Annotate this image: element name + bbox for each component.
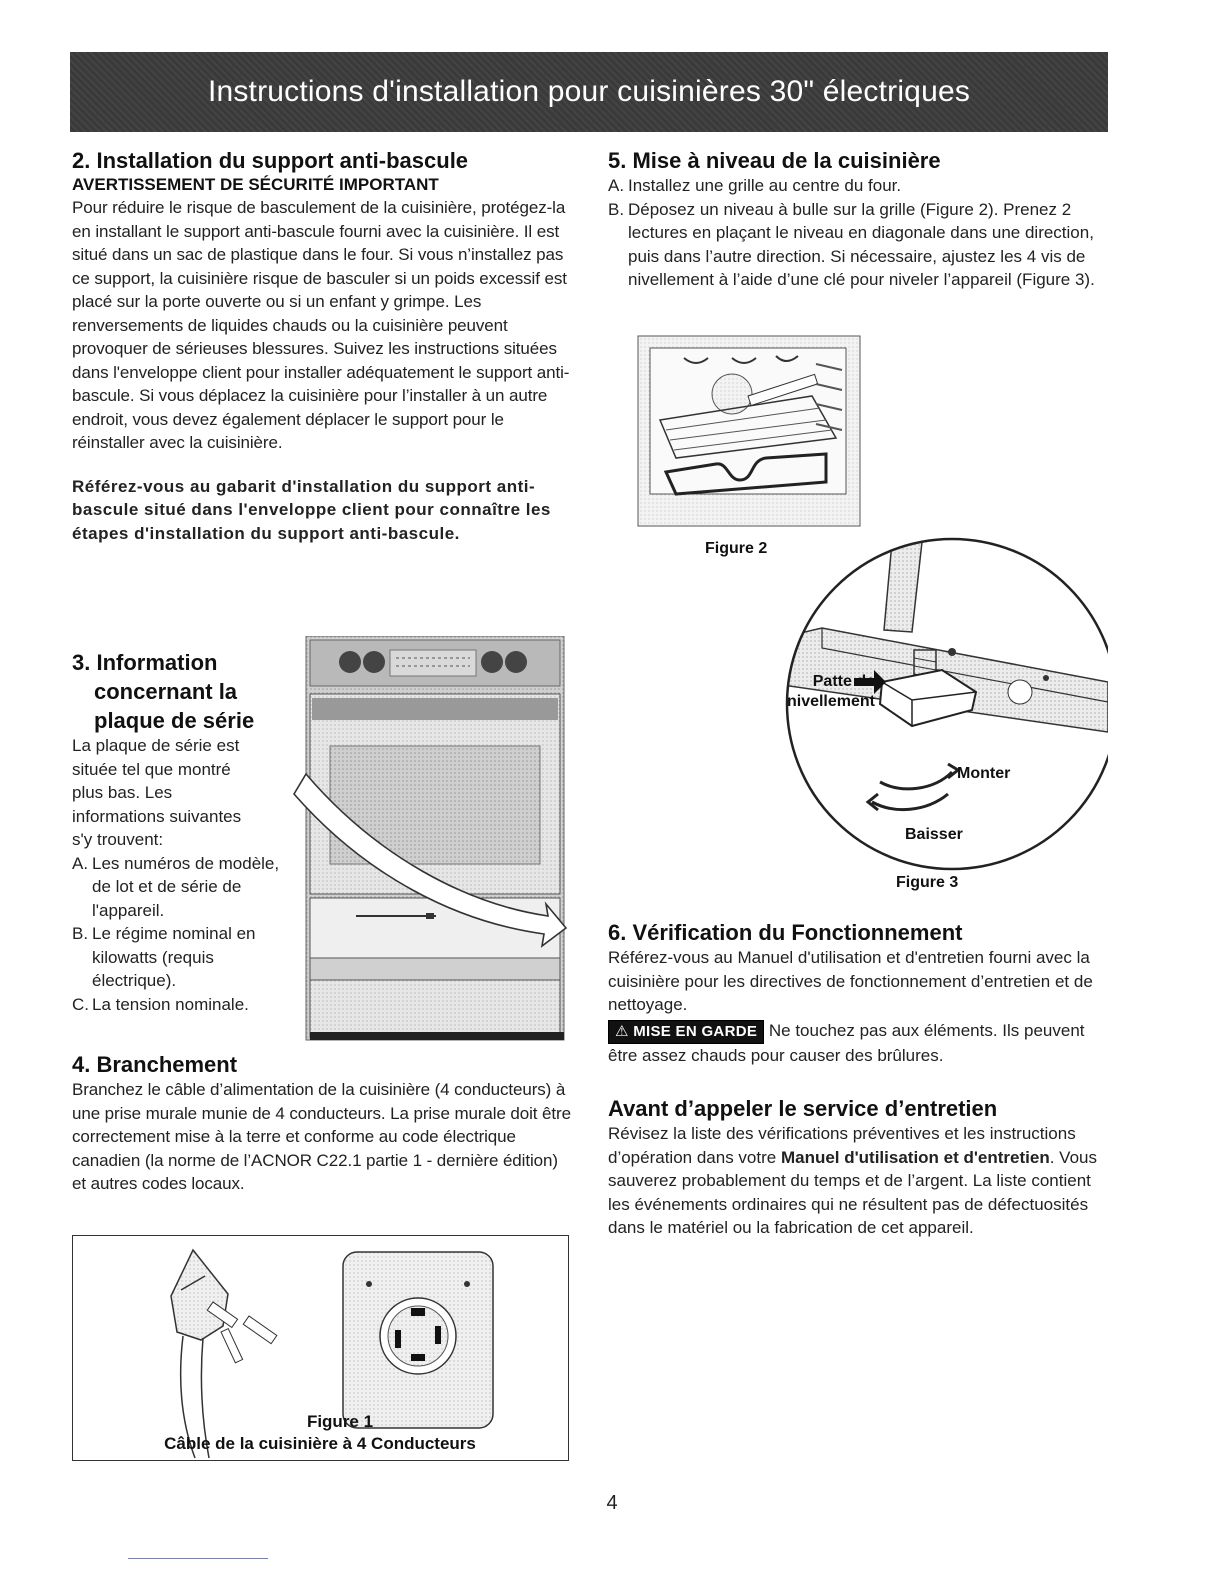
section-3 — [72, 650, 292, 1016]
section-7-body-bold: Manuel d'utilisation et d'entretien — [780, 1147, 1050, 1167]
section-5-item-letter: A. — [608, 176, 625, 195]
section-2-body: Pour réduire le risque de basculement de la cuisinière, protégez-la en installant le support anti-bascule fourni avec la cuisinière. Il est situé dans un sac de plastique dans le four. Si vous n’installez pas ce support, la cuisinière risque de basculer si un poids excessif est placé sur la porte ouverte ou si un enfant y grimpe. Les renversements de liquides chauds ou la cuisinière peuvent provoquer de sérieuses blessures. Suivez les instructions situées dans l'enveloppe client pour installer adéquatement le support anti-bascule. Si vous déplacez la cuisinière pour l’installer à un autre endroit, vous devez également déplacer le support pour le réinstaller avec la cuisinière. — [72, 198, 570, 452]
section-2-note: Référez-vous au gabarit d'installation du support anti-bascule situé dans l'enveloppe client pour connaître les étapes d'installation du support anti-bascule. — [72, 476, 551, 543]
baisser-label: Baisser — [905, 826, 963, 843]
section-3-item-letter: B. — [72, 924, 89, 943]
patte-label-line-2: nivellement — [786, 693, 875, 710]
section-3-item — [72, 993, 322, 1017]
monter-label: Monter — [957, 765, 1011, 782]
section-7-body — [608, 1122, 1108, 1240]
figure-1-caption: Câble de la cuisinière à 4 Conducteurs — [164, 1434, 476, 1453]
section-5 — [608, 148, 1108, 292]
section-3-title-line-3: plaque de série — [94, 708, 255, 733]
section-3-item — [72, 922, 292, 993]
warning-badge-label: MISE EN GARDE — [633, 1022, 758, 1040]
figure-2-label: Figure 2 — [705, 540, 768, 557]
section-5-item-letter: B. — [608, 199, 625, 219]
section-5-item — [608, 174, 1108, 198]
section-7-title: Avant d’appeler le service d’entretien — [608, 1096, 998, 1121]
section-2-warning-title: AVERTISSEMENT DE SÉCURITÉ IMPORTANT — [72, 175, 439, 194]
section-3-item-text: Les numéros de modèle, de lot et de série de l'appareil. — [92, 853, 280, 920]
figure-1-box — [72, 1235, 569, 1461]
section-2 — [72, 148, 572, 545]
section-3-item-text: Le régime nominal en kilowatts (requis électrique). — [92, 924, 256, 990]
section-6-title: 6. Vérification du Fonctionnement — [608, 920, 963, 945]
section-6-body: Référez-vous au Manuel d'utilisation et d'entretien fourni avec la cuisinière pour les directives de fonctionnement d’entretien et de nettoyage. — [608, 948, 1093, 1014]
section-3-item — [72, 852, 292, 923]
section-7 — [608, 1096, 1108, 1240]
figure-3-label: Figure 3 — [896, 874, 959, 891]
figure-2-oven-illustration — [636, 334, 866, 530]
banner-title: Instructions d'installation pour cuisinières 30" électriques — [207, 75, 971, 108]
range-serial-plate-illustration — [286, 636, 568, 1042]
section-4-title: 4. Branchement — [72, 1052, 238, 1077]
warning-badge — [608, 1020, 764, 1044]
section-6 — [608, 920, 1108, 1067]
section-6-warning — [608, 1019, 1108, 1068]
page-number: 4 — [606, 1492, 618, 1514]
section-3-title-line-2: concernant la — [94, 679, 238, 704]
section-6-warning-text: Ne touchez pas aux éléments. Ils peuvent être assez chauds pour causer des brûlures. — [608, 1020, 1085, 1065]
warning-triangle-icon: ⚠ — [615, 1022, 629, 1040]
patte-label-line-1: Patte de — [812, 673, 875, 690]
patte-label — [775, 672, 875, 712]
section-2-title: 2. Installation du support anti-bascule — [72, 148, 469, 173]
section-4 — [72, 1052, 572, 1196]
figure-1-label: Figure 1 — [306, 1412, 374, 1431]
section-5-item-text: Déposez un niveau à bulle sur la grille (Figure 2). Prenez 2 lectures en plaçant le niveau en diagonale dans une direction, puis dans l’autre direction. Si nécessaire, ajustez les 4 vis de nivellement à l’aide d’une clé pour niveler l’appareil (Figure 3). — [628, 199, 1095, 289]
section-4-body: Branchez le câble d’alimentation de la cuisinière (4 conducteurs) à une prise murale munie de 4 conducteurs. La prise murale doit être correctement mise à la terre et conforme au code électrique canadien (la norme de l’ACNOR C22.1 partie 1 - dernière édition) et autres codes locaux. — [72, 1080, 571, 1193]
section-3-intro: La plaque de série est située tel que montré plus bas. Les informations suivantes s'y trouvent: — [72, 736, 242, 849]
section-3-title-line-1: 3. Information — [72, 650, 218, 675]
section-3-item-text: La tension nominale. — [92, 994, 249, 1014]
section-3-item-letter: C. — [72, 994, 89, 1014]
page-banner — [70, 52, 1108, 132]
section-7-body-part-1: Révisez la liste des vérifications préventives et les instructions d’opération dans votre — [608, 1124, 1076, 1167]
section-3-item-letter: A. — [72, 853, 89, 873]
section-7-body-part-2: . Vous sauverez probablement du temps et de l’argent. La liste contient les événements ordinaires qui ne résultent pas de défectuosités dans le matériel ou la fabrication de cet appareil. — [608, 1147, 1097, 1237]
section-5-item — [608, 198, 1108, 292]
section-5-item-text: Installez une grille au centre du four. — [628, 176, 902, 195]
bottom-rule — [128, 1558, 268, 1559]
section-5-title: 5. Mise à niveau de la cuisinière — [608, 148, 941, 173]
